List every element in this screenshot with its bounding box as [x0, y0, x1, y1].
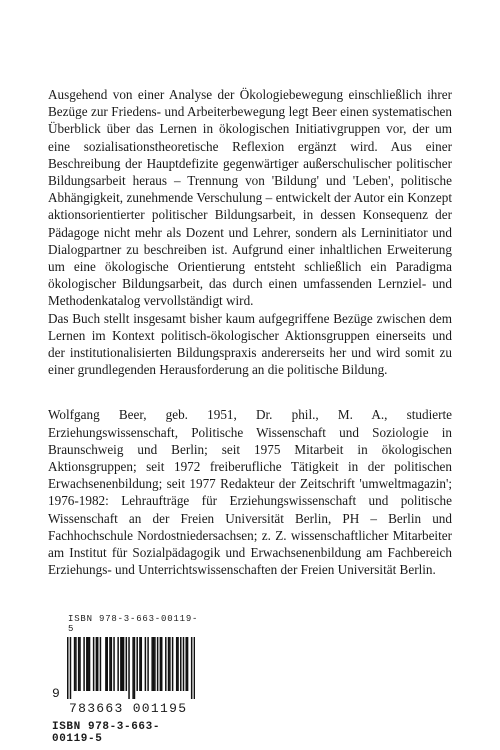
barcode-bar	[180, 637, 182, 691]
author-bio-paragraph: Wolfgang Beer, geb. 1951, Dr. phil., M. A., studierte Erziehungswissenschaft, Politische Wissenschaft und Soziologie in Braunschweig und Berlin; seit 1975 Mitarbeit in ökologischen Aktionsgruppen; seit 1972 freiberufliche Tätigkeit in der politischen Erwachsenenbildung; seit 1977 Redakteur der Zeitschrift 'umweltmagazin'; 1976-1982: Lehraufträge für Erziehungswissenschaft und politische Wissenschaft an der Freien Universität Berlin, PH – Berlin und Fachhochschule Nordostniedersachsen; z. Z. wissenschaftlicher Mitarbeiter am Institut für Sozialpädagogik und Erwachsenenbildung am Fachbereich Erziehungs- und Unterrichtswissenschaften der Freien Universität Berlin.	[48, 407, 452, 578]
barcode-bar	[83, 637, 85, 691]
barcode-bar	[123, 637, 125, 691]
summary-paragraph-1: Ausgehend von einer Analyse der Ökologiebewegung einschließlich ihrer Bezüge zur Friedens- und Arbeiterbewegung legt Beer einen systematischen Überblick über das Lernen in ökologischen Initiativgruppen vor, der um eine sozialisationstheoretische Reflexion ergänzt wird. Aus einer Beschreibung der Hauptdefizite gegenwärtiger außerschulischer politischer Bildungsarbeit heraus – Trennung von 'Bildung' und 'Leben', politische Abhängigkeit, zunehmende Verschulung – entwickelt der Autor ein Konzept aktionsorientierter politischer Bildungsarbeit, in dessen Konsequenz der Pädagoge nicht mehr als Dozent und Lehrer, sondern als Lerninitiator und Dialogpartner zu beschreiben ist. Aufgrund einer inhaltlichen Erweiterung um eine ökologische Orientierung entsteht schließlich ein Paradigma ökologischer Bildungsarbeit, das durch einen umfassenden Lernziel- und Methodenkatalog vervollständigt wird.	[48, 87, 452, 309]
barcode-bar	[74, 637, 76, 691]
barcode-bar	[169, 637, 171, 691]
barcode-bar	[145, 637, 147, 691]
barcode-row	[52, 637, 202, 699]
barcode-first-digit: 9	[52, 686, 60, 701]
barcode-bar	[67, 637, 69, 699]
barcode-bar	[160, 637, 162, 691]
barcode-bar	[165, 637, 167, 691]
barcode-bar	[128, 637, 130, 699]
summary-paragraph-2: Das Buch stellt insgesamt bisher kaum aufgegriffene Bezüge zwischen dem Lernen im Kontext politisch-ökologischer Aktionsgruppen einerseits und der institutionalisierten Bildungspraxis andererseits her und wird somit zu einer grundlegenden Herausforderung an die politische Bildung.	[48, 310, 452, 378]
barcode-bar	[100, 637, 102, 691]
barcode-bar	[111, 637, 113, 691]
isbn-label-bottom: ISBN 978-3-663-00119-5	[52, 721, 161, 745]
barcode-bar	[176, 637, 178, 691]
barcode-bar	[106, 637, 108, 691]
barcode-bar	[78, 637, 80, 691]
barcode-bars	[67, 637, 195, 699]
barcode-bar	[161, 637, 163, 691]
barcode-bar	[139, 637, 141, 691]
barcode-bar	[134, 637, 136, 699]
barcode-bar	[117, 637, 119, 691]
barcode-bar	[126, 637, 128, 691]
barcode-bar	[79, 637, 81, 691]
barcode-bar	[153, 637, 155, 691]
barcode-bar	[136, 637, 138, 691]
barcode-bar	[157, 637, 159, 691]
barcode-bar	[168, 637, 170, 691]
barcode-bar	[132, 637, 134, 699]
barcode-bar	[177, 637, 179, 691]
barcode-bar	[113, 637, 115, 691]
barcode-bar	[172, 637, 174, 691]
barcode-bar	[70, 637, 72, 699]
isbn-label-top: ISBN 978-3-663-00119-5	[68, 614, 199, 634]
barcode-bar	[185, 637, 187, 691]
barcode-bar	[147, 637, 149, 691]
barcode-bar	[109, 637, 111, 691]
barcode-bar	[87, 637, 89, 691]
back-cover-text	[48, 86, 452, 578]
barcode-bar	[96, 637, 98, 691]
barcode-bar	[151, 637, 153, 691]
barcode-bar	[97, 637, 99, 691]
barcode-bar	[93, 637, 95, 691]
barcode-bar	[120, 637, 122, 691]
barcode-bar	[194, 637, 195, 699]
barcode-bar	[89, 637, 91, 691]
barcode-digits: 783663 001195	[69, 701, 188, 716]
barcode-bar	[183, 637, 185, 691]
barcode-bar	[75, 637, 77, 691]
barcode-bar	[86, 637, 88, 691]
barcode-bar	[154, 637, 156, 691]
barcode-bar	[187, 637, 189, 691]
barcode-bar	[141, 637, 143, 691]
barcode-bar	[121, 637, 123, 691]
barcode-bar	[191, 637, 193, 699]
isbn-barcode	[52, 614, 202, 745]
barcode-bar	[105, 637, 107, 691]
